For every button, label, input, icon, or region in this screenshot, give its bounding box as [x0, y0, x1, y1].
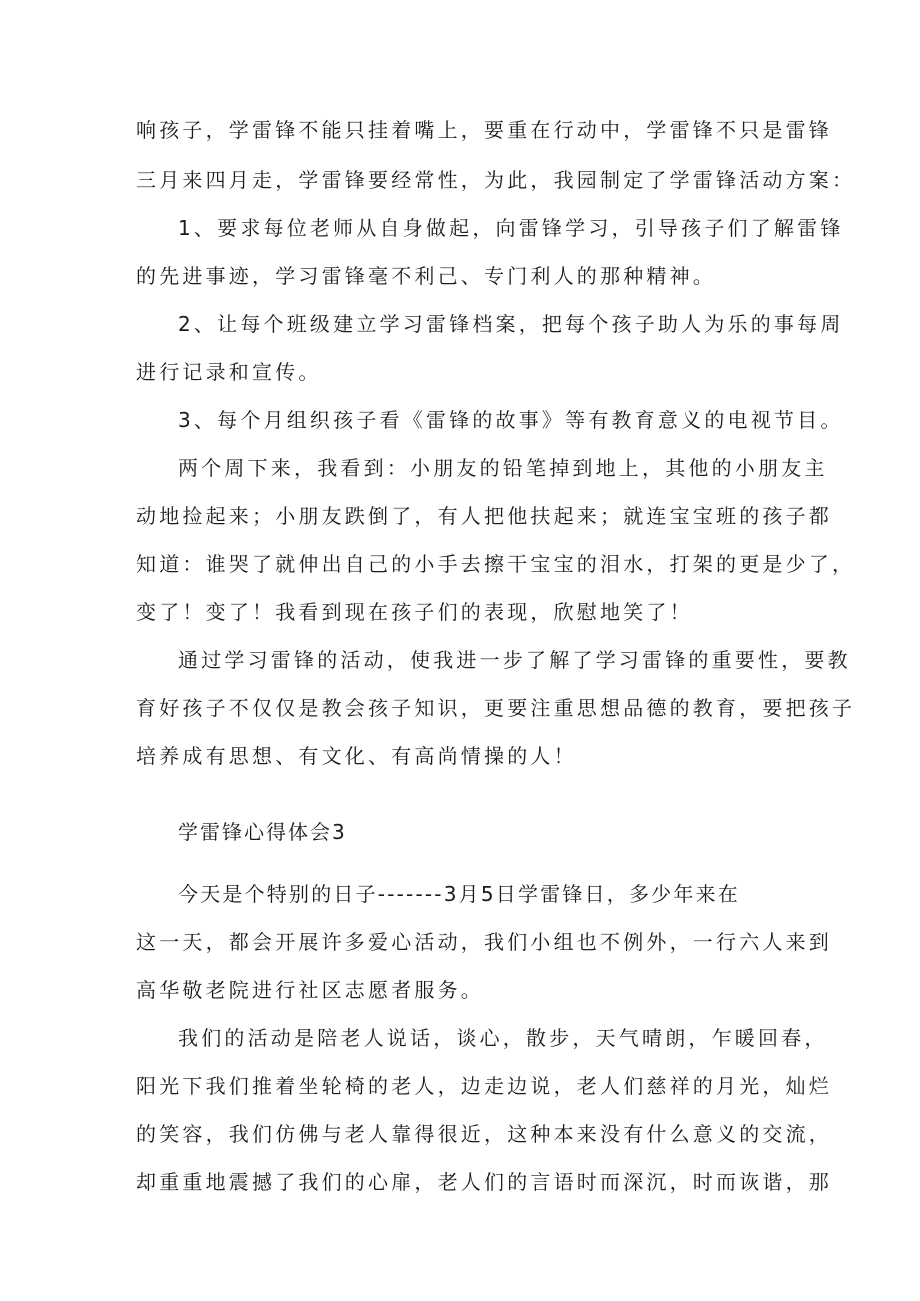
text-line: 变了！变了！我看到现在孩子们的表现，欣慰地笑了！	[136, 600, 693, 624]
text-line: 阳光下我们推着坐轮椅的老人，边走边说，老人们慈祥的月光，灿烂	[136, 1074, 832, 1098]
section-heading: 学雷锋心得体会3	[178, 820, 347, 844]
text-line: 培养成有思想、有文化、有高尚情操的人！	[136, 744, 577, 768]
text-line: 三月来四月走，学雷锋要经常性，为此，我园制定了学雷锋活动方案：	[136, 168, 856, 192]
text-line: 高华敬老院进行社区志愿者服务。	[136, 978, 484, 1002]
text-line: 的笑容，我们仿佛与老人靠得很近，这种本来没有什么意义的交流，	[136, 1122, 832, 1146]
text-line: 响孩子，学雷锋不能只挂着嘴上，要重在行动中，学雷锋不只是雷锋	[136, 118, 832, 142]
paragraph-start: 今天是个特别的日子-------3月5日学雷锋日，多少年来在	[178, 882, 740, 906]
text-line: 进行记录和宣传。	[136, 360, 322, 384]
text-line: 却重重地震撼了我们的心扉，老人们的言语时而深沉，时而诙谐，那	[136, 1170, 832, 1194]
text-line: 育好孩子不仅仅是教会孩子知识，更要注重思想品德的教育，要把孩子	[136, 696, 856, 720]
paragraph-start: 我们的活动是陪老人说话，谈心，散步，天气晴朗，乍暖回春，	[178, 1026, 828, 1050]
text-line: 的先进事迹，学习雷锋毫不利己、专门利人的那种精神。	[136, 264, 716, 288]
list-item-2: 2、让每个班级建立学习雷锋档案，把每个孩子助人为乐的事每周	[178, 312, 844, 336]
text-line: 这一天，都会开展许多爱心活动，我们小组也不例外，一行六人来到	[136, 930, 832, 954]
list-item-3: 3、每个月组织孩子看《雷锋的故事》等有教育意义的电视节目。	[178, 408, 844, 432]
list-item-1: 1、要求每位老师从自身做起，向雷锋学习，引导孩子们了解雷锋	[178, 216, 844, 240]
text-line: 动地捡起来；小朋友跌倒了，有人把他扶起来；就连宝宝班的孩子都	[136, 504, 832, 528]
paragraph-start: 两个周下来，我看到：小朋友的铅笔掉到地上，其他的小朋友主	[178, 456, 828, 480]
text-line: 知道：谁哭了就伸出自己的小手去擦干宝宝的泪水，打架的更是少了，	[136, 552, 856, 576]
paragraph-start: 通过学习雷锋的活动，使我进一步了解了学习雷锋的重要性，要教	[178, 648, 851, 672]
